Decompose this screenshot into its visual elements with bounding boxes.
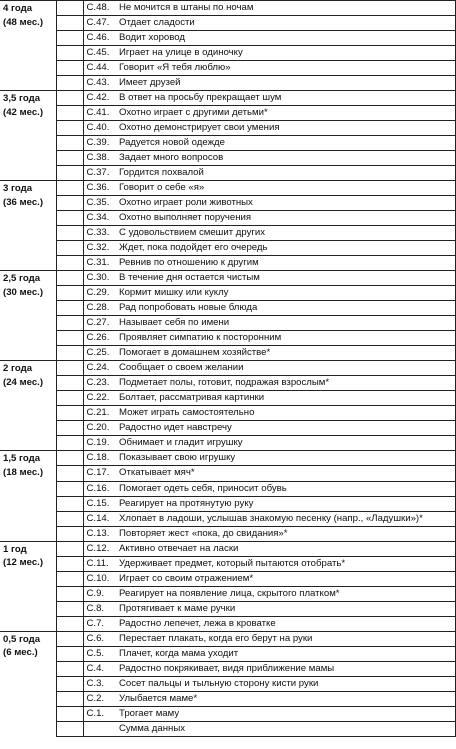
age-cell-empty (0, 211, 56, 226)
answer-box[interactable] (56, 46, 83, 61)
item-description: Откатывает мяч* (117, 466, 456, 481)
item-description: Гордится похвалой (117, 166, 456, 181)
table-row (0, 631, 456, 646)
item-description: Радуется новой одежде (117, 136, 456, 151)
item-description: Показывает свою игрушку (117, 451, 456, 466)
answer-box[interactable] (56, 556, 83, 571)
age-label: 2,5 года (0, 271, 56, 286)
age-cell-empty (0, 721, 56, 736)
table-row (0, 391, 456, 406)
item-code: С.13. (83, 526, 117, 541)
item-code: С.30. (83, 271, 117, 286)
table-row (0, 181, 456, 196)
item-description: Реагирует на появление лица, скрытого платком* (117, 586, 456, 601)
age-cell-empty (0, 511, 56, 526)
item-description: Проявляет симпатию к посторонним (117, 331, 456, 346)
table-row (0, 241, 456, 256)
item-code: С.32. (83, 241, 117, 256)
table-row (0, 526, 456, 541)
item-description: Охотно выполняет поручения (117, 211, 456, 226)
age-cell-empty (0, 226, 56, 241)
table-row (0, 466, 456, 481)
sum-row (0, 721, 456, 736)
sum-box[interactable] (56, 721, 83, 736)
table-row (0, 136, 456, 151)
age-months-label: (24 мес.) (3, 376, 44, 388)
item-description: Играет со своим отражением* (117, 571, 456, 586)
item-code: С.17. (83, 466, 117, 481)
item-code: С.19. (83, 436, 117, 451)
answer-box[interactable] (56, 301, 83, 316)
answer-box[interactable] (56, 391, 83, 406)
item-code: С.26. (83, 331, 117, 346)
table-row (0, 661, 456, 676)
item-description: Хлопает в ладоши, услышав знакомую песенку (напр., «Ладушки»)* (117, 511, 456, 526)
item-description: Может играть самостоятельно (117, 406, 456, 421)
answer-box[interactable] (56, 451, 83, 466)
item-code: С.39. (83, 136, 117, 151)
answer-box[interactable] (56, 151, 83, 166)
item-description: Помогает одеть себя, приносит обувь (117, 481, 456, 496)
age-cell-empty (0, 391, 56, 406)
item-description: Плачет, когда мама уходит (117, 646, 456, 661)
item-code: С.6. (83, 631, 117, 646)
answer-box[interactable] (56, 226, 83, 241)
age-cell-empty (0, 46, 56, 61)
age-cell-empty (0, 436, 56, 451)
item-description: Ревнив по отношению к другим (117, 256, 456, 271)
item-description: Ждет, пока подойдет его очередь (117, 241, 456, 256)
answer-box[interactable] (56, 31, 83, 46)
item-description: Радостно идет навстречу (117, 421, 456, 436)
age-cell-empty (0, 706, 56, 721)
table-row (0, 481, 456, 496)
item-code: С.21. (83, 406, 117, 421)
table-row (0, 451, 456, 466)
item-description: Отдает сладости (117, 16, 456, 31)
table-row (0, 541, 456, 556)
age-cell-empty (0, 136, 56, 151)
item-code: С.11. (83, 556, 117, 571)
answer-box[interactable] (56, 76, 83, 91)
item-description: Реагирует на протянутую руку (117, 496, 456, 511)
table-row (0, 571, 456, 586)
item-code: С.23. (83, 376, 117, 391)
table-row (0, 196, 456, 211)
table-row (0, 646, 456, 661)
answer-box[interactable] (56, 346, 83, 361)
answer-box[interactable] (56, 646, 83, 661)
table-row (0, 1, 456, 16)
age-cell-empty (0, 151, 56, 166)
item-description: В течение дня остается чистым (117, 271, 456, 286)
item-code: С.1. (83, 706, 117, 721)
item-description: Говорит «Я тебя люблю» (117, 61, 456, 76)
item-code: С.15. (83, 496, 117, 511)
item-code: С.5. (83, 646, 117, 661)
table-row (0, 376, 456, 391)
age-cell-empty (0, 616, 56, 631)
age-cell-empty (0, 406, 56, 421)
answer-box[interactable] (56, 466, 83, 481)
answer-box[interactable] (56, 361, 83, 376)
item-description: Называет себя по имени (117, 316, 456, 331)
age-label: 3,5 года (0, 91, 56, 106)
age-cell-empty (0, 421, 56, 436)
item-code: С.45. (83, 46, 117, 61)
table-row (0, 421, 456, 436)
age-months-label: (12 мес.) (3, 557, 44, 569)
age-cell-empty (0, 691, 56, 706)
item-description: Охотно играет роли животных (117, 196, 456, 211)
item-code: С.36. (83, 181, 117, 196)
age-months-label: (42 мес.) (3, 106, 44, 118)
table-row (0, 331, 456, 346)
age-cell-empty (0, 241, 56, 256)
table-row (0, 286, 456, 301)
answer-box[interactable] (56, 256, 83, 271)
item-code: С.43. (83, 76, 117, 91)
age-cell-empty (0, 166, 56, 181)
answer-box[interactable] (56, 616, 83, 631)
table-row (0, 31, 456, 46)
age-cell-empty (0, 121, 56, 136)
table-row (0, 271, 456, 286)
answer-box[interactable] (56, 586, 83, 601)
table-row (0, 511, 456, 526)
age-months-label: (48 мес.) (3, 16, 44, 28)
item-description: Рад попробовать новые блюда (117, 301, 456, 316)
table-row (0, 76, 456, 91)
item-code: С.47. (83, 16, 117, 31)
age-cell-empty (0, 601, 56, 616)
item-description: Обнимает и гладит игрушку (117, 436, 456, 451)
item-code: С.12. (83, 541, 117, 556)
age-cell-empty (0, 346, 56, 361)
item-description: Удерживает предмет, который пытаются отобрать* (117, 556, 456, 571)
item-description: Говорит о себе «я» (117, 181, 456, 196)
answer-box[interactable] (56, 136, 83, 151)
item-description: В ответ на просьбу прекращает шум (117, 91, 456, 106)
table-row (0, 601, 456, 616)
item-description: Не мочится в штаны по ночам (117, 1, 456, 16)
table-row (0, 166, 456, 181)
item-description: Охотно демонстрирует свои умения (117, 121, 456, 136)
item-description: Кормит мишку или куклу (117, 286, 456, 301)
answer-box[interactable] (56, 496, 83, 511)
answer-box[interactable] (56, 61, 83, 76)
table-row (0, 406, 456, 421)
age-cell-empty (0, 316, 56, 331)
item-code: С.35. (83, 196, 117, 211)
answer-box[interactable] (56, 316, 83, 331)
answer-box[interactable] (56, 196, 83, 211)
sum-code-cell (83, 721, 117, 736)
table-row (0, 691, 456, 706)
item-description: Задает много вопросов (117, 151, 456, 166)
item-code: С.8. (83, 601, 117, 616)
age-label: 3 года (0, 181, 56, 196)
age-cell-empty (0, 301, 56, 316)
answer-box[interactable] (56, 691, 83, 706)
answer-box[interactable] (56, 376, 83, 391)
table-row (0, 316, 456, 331)
answer-box[interactable] (56, 406, 83, 421)
item-code: С.14. (83, 511, 117, 526)
item-code: С.44. (83, 61, 117, 76)
item-description: Водит хоровод (117, 31, 456, 46)
item-code: С.24. (83, 361, 117, 376)
table-row (0, 706, 456, 721)
item-description: Имеет друзей (117, 76, 456, 91)
item-description: Охотно играет с другими детьми* (117, 106, 456, 121)
table-row (0, 616, 456, 631)
item-code: С.25. (83, 346, 117, 361)
item-code: С.29. (83, 286, 117, 301)
item-description: Улыбается маме* (117, 691, 456, 706)
table-row (0, 121, 456, 136)
age-cell-empty (0, 571, 56, 586)
table-row (0, 361, 456, 376)
item-code: С.10. (83, 571, 117, 586)
table-row (0, 91, 456, 106)
item-code: С.7. (83, 616, 117, 631)
table-row (0, 226, 456, 241)
answer-box[interactable] (56, 166, 83, 181)
item-code: С.9. (83, 586, 117, 601)
item-code: С.42. (83, 91, 117, 106)
answer-box[interactable] (56, 481, 83, 496)
item-description: Радостно покрякивает, видя приближение мамы (117, 661, 456, 676)
answer-box[interactable] (56, 91, 83, 106)
item-description: Радостно лепечет, лежа в кроватке (117, 616, 456, 631)
item-code: С.18. (83, 451, 117, 466)
item-code: С.48. (83, 1, 117, 16)
answer-box[interactable] (56, 181, 83, 196)
item-description: Перестает плакать, когда его берут на руки (117, 631, 456, 646)
table-row (0, 256, 456, 271)
table-row (0, 211, 456, 226)
answer-box[interactable] (56, 571, 83, 586)
answer-box[interactable] (56, 121, 83, 136)
item-code: С.46. (83, 31, 117, 46)
item-description: Активно отвечает на ласки (117, 541, 456, 556)
item-description: Протягивает к маме ручки (117, 601, 456, 616)
item-code: С.38. (83, 151, 117, 166)
answer-box[interactable] (56, 211, 83, 226)
sum-label: Сумма данных (117, 721, 456, 736)
item-code: С.27. (83, 316, 117, 331)
age-label: 1,5 года (0, 451, 56, 466)
table-row (0, 496, 456, 511)
table-row (0, 301, 456, 316)
answer-box[interactable] (56, 421, 83, 436)
age-label: 1 год (0, 541, 56, 556)
item-code: С.40. (83, 121, 117, 136)
table-row (0, 106, 456, 121)
item-code: С.31. (83, 256, 117, 271)
item-code: С.41. (83, 106, 117, 121)
age-cell-empty (0, 61, 56, 76)
answer-box[interactable] (56, 601, 83, 616)
answer-box[interactable] (56, 541, 83, 556)
age-cell-empty (0, 76, 56, 91)
answer-box[interactable] (56, 706, 83, 721)
item-description: Трогает маму (117, 706, 456, 721)
answer-box[interactable] (56, 511, 83, 526)
item-description: Играет на улице в одиночку (117, 46, 456, 61)
item-code: С.3. (83, 676, 117, 691)
age-cell-empty (0, 256, 56, 271)
item-code: С.20. (83, 421, 117, 436)
age-months-label: (30 мес.) (3, 286, 44, 298)
age-cell-empty (0, 661, 56, 676)
item-description: Сосет пальцы и тыльную сторону кисти руки (117, 676, 456, 691)
table-row (0, 151, 456, 166)
age-cell-empty (0, 586, 56, 601)
age-months-label: (18 мес.) (3, 466, 44, 478)
age-cell-empty (0, 676, 56, 691)
item-code: С.28. (83, 301, 117, 316)
answer-box[interactable] (56, 331, 83, 346)
answer-box[interactable] (56, 271, 83, 286)
table-row (0, 46, 456, 61)
answer-box[interactable] (56, 631, 83, 646)
item-code: С.33. (83, 226, 117, 241)
item-code: С.22. (83, 391, 117, 406)
item-description: С удовольствием смешит других (117, 226, 456, 241)
table-row (0, 676, 456, 691)
age-label: 0,5 года (0, 631, 56, 646)
answer-box[interactable] (56, 106, 83, 121)
item-description: Подметает полы, готовит, подражая взрослым* (117, 376, 456, 391)
age-label: 2 года (0, 361, 56, 376)
age-cell-empty (0, 481, 56, 496)
item-code: С.4. (83, 661, 117, 676)
answer-box[interactable] (56, 436, 83, 451)
age-cell-empty (0, 331, 56, 346)
answer-box[interactable] (56, 676, 83, 691)
answer-box[interactable] (56, 286, 83, 301)
item-code: С.37. (83, 166, 117, 181)
item-description: Повторяет жест «пока, до свидания»* (117, 526, 456, 541)
table-row (0, 16, 456, 31)
age-cell-empty (0, 496, 56, 511)
age-label: 4 года (0, 1, 56, 16)
item-description: Сообщает о своем желании (117, 361, 456, 376)
table-row (0, 436, 456, 451)
answer-box[interactable] (56, 526, 83, 541)
answer-box[interactable] (56, 241, 83, 256)
answer-box[interactable] (56, 16, 83, 31)
age-cell-empty (0, 526, 56, 541)
item-code: С.34. (83, 211, 117, 226)
age-cell-empty (0, 31, 56, 46)
table-row (0, 556, 456, 571)
answer-box[interactable] (56, 661, 83, 676)
item-description: Болтает, рассматривая картинки (117, 391, 456, 406)
age-months-label: (36 мес.) (3, 196, 44, 208)
age-months-label: (6 мес.) (3, 647, 38, 659)
item-code: С.16. (83, 481, 117, 496)
table-row (0, 61, 456, 76)
table-row (0, 586, 456, 601)
table-row (0, 346, 456, 361)
item-description: Помогает в домашнем хозяйстве* (117, 346, 456, 361)
answer-box[interactable] (56, 1, 83, 16)
item-code: С.2. (83, 691, 117, 706)
